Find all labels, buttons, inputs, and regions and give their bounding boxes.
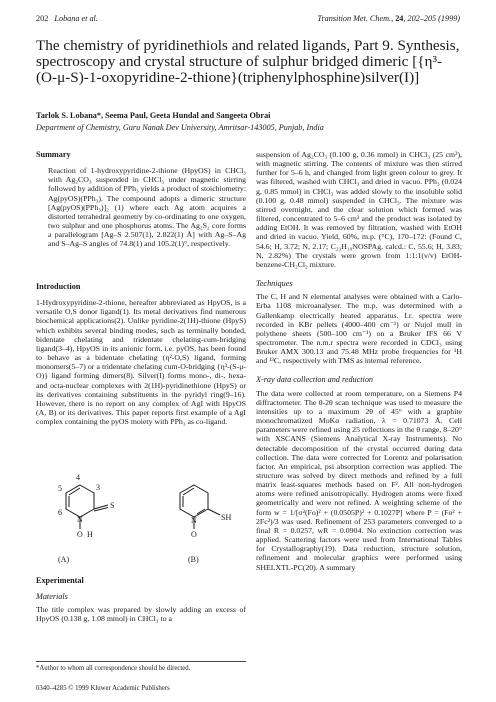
journal-pages: , 202–205 (1999) [403,14,460,23]
author-list: Tarlok S. Lobana*, Seema Paul, Geeta Hundal and Sangeeta Obrai [36,111,271,120]
journal-volume: 24 [395,14,404,23]
summary-heading: Summary [36,150,71,159]
copyright-line: 0340–4285 © 1999 Kluwer Academic Publishers [36,685,170,692]
atom-o-a: O [77,530,83,539]
experimental-section [36,576,246,624]
experimental-heading: Experimental [36,576,84,585]
xray-heading: X-ray data collection and reduction [256,375,374,385]
structure-a-bonds [66,485,108,529]
ring-number-5: 5 [58,484,62,493]
introduction-text: 1-Hydroxypyridine-2-thione, hereafter abbreviated as HpyOS, is a versatile O,S donor ligand(1). Its metal derivatives find numerous biochemical applications(2). Unlike pyridine-2(1H)-thione (HpyS) which exhibits several binding modes, such as terminally bonded, bidentate chelating and tridentate chelating-cum-bridging ligand(3–4), HpyOS in its anionic form, i.e. pyOS, has been found to behave as a bidentate chelating (η²-O,S) ligand, forming monomers(5–7) or a tridentate chelating cum-O-bridging {η³-(S-μ-O)} ligand forming dimers(8). Silver(I) forms mono-, di-, hexa- and octa-nuclear complexes with 2(1H)-pyridinethione (HpyS) or its derivatives containing substituents in the pyridyl ring(9–16). However, there is no report on any complex of AgI with HpyOS (A, B) or its derivatives. This paper reports first example of a AgI complex containing the pyOS moiety with PPh₃ as co-ligand. [36,298,246,427]
label-a: (A) [58,555,70,564]
ring-number-3: 3 [96,483,100,492]
ring-number-4: 4 [76,473,80,482]
structure-b-bonds [180,485,220,529]
running-header [36,14,460,26]
atom-n-b: N [191,516,197,525]
header-authors: Lobana et al. [54,14,98,23]
page-number: 202 [36,14,49,23]
correspondence-footnote: *Author to whom all correspondence should be directed. [36,661,246,672]
ligand-structure-figure [36,465,246,565]
summary-text: Reaction of 1-hydroxypyridine-2-thione (HpyOS) in CHCl₃ with Ag₂CO₃ suspended in CHCl₃ under magnetic stirring followed by addition of PPh₃ yields a product of stoichiometry: Ag(pyOS)(PPh₃). The compound adopts a dimeric structure [Ag(pyOS)(PPh₃)]₂ (1) where each Ag atom acquires a distorted tetrahedral geometry by co-ordinating to one oxygen, two sulphur and one phosphorus atoms. The Ag₂S₂ core forms a parallelogram [Ag–S 2.507(1), 2.822(1) Å] with Ag–S–Ag and S–Ag–S angles of 74.8(1) and 105.2(1)°, respectively. [48,166,246,249]
journal-name: Transition Met. Chem. [317,14,392,23]
techniques-heading: Techniques [256,279,293,289]
affiliation: Department of Chemistry, Guru Nanak Dev University, Amritsar-143005, Punjab, India [36,123,324,132]
introduction-heading: Introduction [36,282,81,291]
techniques-text: The C, H and N elemental analyses were obtained with a Carlo-Erba 1108 microanalyser. The m.p. was determined with a Gallenkamp electrically heated apparatus. I.r. spectra were recorded in KBr pellets (4000–400 cm⁻¹) or Nujol mull in polythene sheets (500–100 cm⁻¹) on a Bruker IFS 66 V spectrometer. The n.m.r spectra were recorded in CDCl₃ using Bruker AMX 300.13 and 75.48 MHz probe frequencies for ¹H and ¹³C, respectively with TMS as internal reference. [256,292,462,366]
ring-number-6: 6 [58,508,62,517]
summary-section [36,150,246,249]
materials-text: The title complex was prepared by slowly adding an excess of HpyOS (0.138 g, 1.08 mmol) in CHCl₃ to a [36,605,246,624]
header-left [36,14,98,23]
ligand-structures-diagram [36,465,246,565]
atom-o-b: O [191,530,197,539]
article-title: The chemistry of pyridinethiols and related ligands, Part 9. Synthesis, spectroscopy and crystal structure of sulphur bridged dimeric [{η³-(O-μ-S)-1-oxopyridine-2-thione}(triphenylphosphine)silver(I)] [36,37,460,86]
atom-sh-b: SH [221,513,232,522]
materials-heading: Materials [36,592,68,602]
introduction-section [36,282,246,426]
atom-n-a: N [77,515,83,524]
atom-h-a: H [87,530,93,539]
right-column [256,150,462,572]
xray-text: The data were collected at room temperature, on a Siemens P4 diffractometer. The θ-2θ scan technique was used to measure the intensities up to a maximum 2θ of 45° with a graphite monochromatized MoKα radiation, λ = 0.71073 Å. Cell parameters were refined using 25 reflections in the θ range, 8–20° with XSCANS (Siemens Analytical X-ray Instruments). No detectable decomposition of the crystal occurred during data collection. The data were corrected for Lorentz and polarisation factor. An empirical, psi absorption correction was applied. The structure was solved by direct methods and refined by a full matrix least-squares methods based on F². All non-hydrogen atoms were refined anisotropically. Hydrogen atoms were fixed geometrically and were not refined. A weighting scheme of the form w = 1/[σ²(Fo)² + (0.0505P)² + 0.1027P] where P = (Fo² + 2Fc²)/3 was used. Refinement of 253 parameters converged to a final R = 0.0257, wR = 0.0904. No extinction correction was applied. Scattering factors were used from International Tables for Crystallography(19). Data reduction, structure solution, refinement and molecular graphics were performed using SHELXTL-PC(20). A summary [256,388,462,572]
preparation-text: suspension of Ag₂CO₃ (0.100 g, 0.36 mmol) in CHCl₃ (25 cm³), with magnetic stirring. The contents of mixture was then stirred further for 5–6 h, and changed from light green colour to grey. It was filtered, washed with CHCl₃ and dried in vacuo. PPh₃ (0.024 g, 0.85 mmol) in CHCl₃ was added slowly to the insoluble solid (0.100 g, 0.48 mmol) suspended in CHCl₃. The mixture was stirred overnight, and the clear solution which formed was filtered, concentrated to 5–6 cm³ and the product was isolated by adding EtOH. It was removed by filtration, washed with EtOH and dried in vacuo. Yield, 60%, m.p. (°C), 170–172: (Found C, 54.6; H, 3.72; N, 2.17; C₂₃H₁₉NOSPAg. calcd.: C, 55.6; H, 3.83; N, 2.82%) The crystals were grown from 1:1:1(v/v) EtOH-benzene-CH₂Cl₂ mixture. [256,150,462,269]
atom-s-a: S [110,501,115,510]
header-journal: Transition Met. Chem., 24, 202–205 (1999) [317,14,460,23]
label-b: (B) [188,555,199,564]
